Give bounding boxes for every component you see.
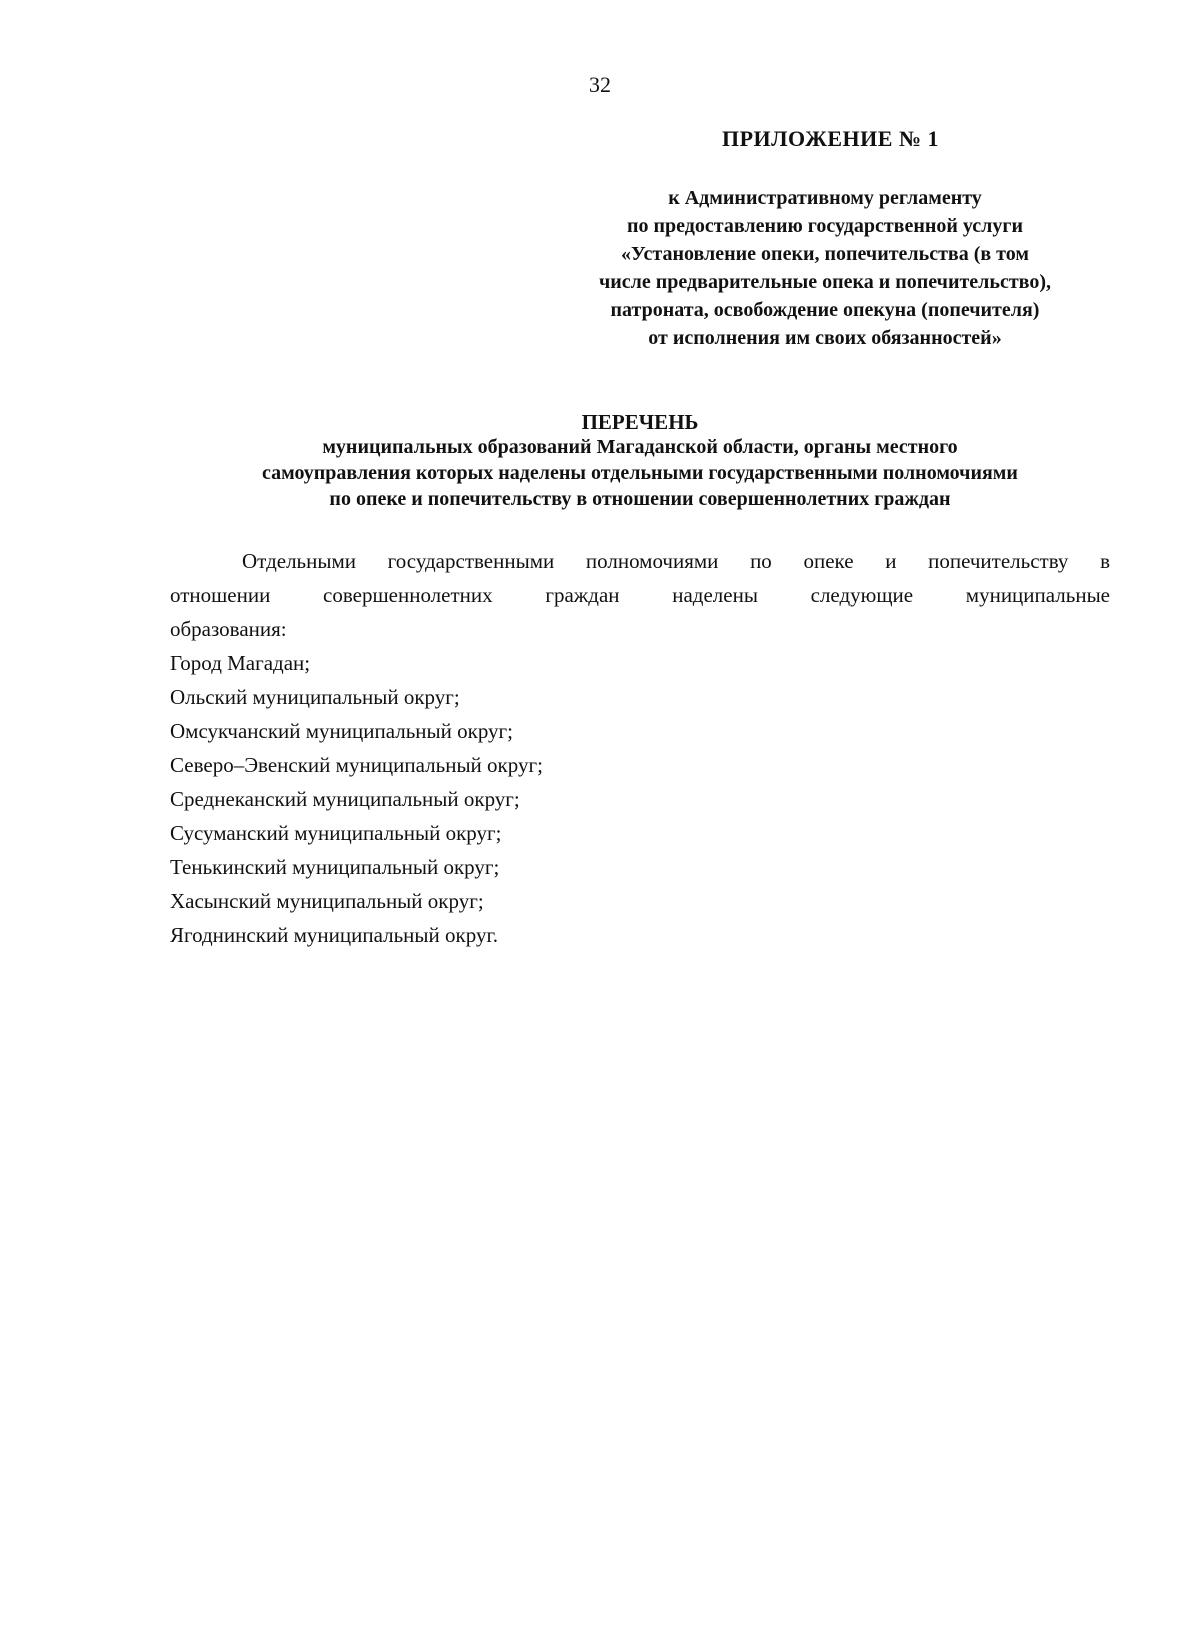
page-number: 32 <box>589 72 611 97</box>
municipality-item: Тенькинский муниципальный округ; <box>170 855 500 879</box>
appendix-title: ПРИЛОЖЕНИЕ № 1 <box>722 126 940 151</box>
list-subheading-line: по опеке и попечительству в отношении совершеннолетних граждан <box>329 488 951 510</box>
appendix-reference-line: «Установление опеки, попечительства (в том <box>621 243 1029 265</box>
intro-paragraph <box>170 544 1110 646</box>
list-heading: ПЕРЕЧЕНЬ <box>581 410 699 434</box>
appendix-reference-line: числе предварительные опека и попечительство), <box>598 271 1051 293</box>
appendix-reference-line: к Административному регламенту <box>668 187 982 209</box>
document-body <box>170 544 1110 952</box>
appendix-reference <box>530 184 1120 352</box>
list-subheading <box>170 434 1110 512</box>
municipality-item: Сусуманский муниципальный округ; <box>170 821 502 845</box>
appendix-reference-line: по предоставлению государственной услуги <box>626 215 1024 237</box>
municipality-item: Среднеканский муниципальный округ; <box>170 787 520 811</box>
municipality-item: Омсукчанский муниципальный округ; <box>170 719 514 743</box>
municipality-item: Ольский муниципальный округ; <box>170 685 460 709</box>
municipality-item: Северо–Эвенский муниципальный округ; <box>170 753 543 777</box>
municipality-item: Ягоднинский муниципальный округ. <box>170 923 498 947</box>
municipality-item: Хасынский муниципальный округ; <box>170 889 484 913</box>
appendix-reference-line: от исполнения им своих обязанностей» <box>648 327 1002 349</box>
appendix-reference-line: патроната, освобождение опекуна (попечителя) <box>610 299 1040 321</box>
intro-line: образования: <box>170 617 287 641</box>
list-subheading-line: самоуправления которых наделены отдельными государственными полномочиями <box>262 462 1018 484</box>
municipality-list <box>170 646 1110 952</box>
intro-line: отношении совершеннолетних граждан наделены следующие муниципальные <box>170 583 1110 607</box>
municipality-item: Город Магадан; <box>170 651 311 675</box>
intro-line: Отдельными государственными полномочиями по опеке и попечительству в <box>242 549 1110 573</box>
list-subheading-line: муниципальных образований Магаданской области, органы местного <box>322 436 958 458</box>
